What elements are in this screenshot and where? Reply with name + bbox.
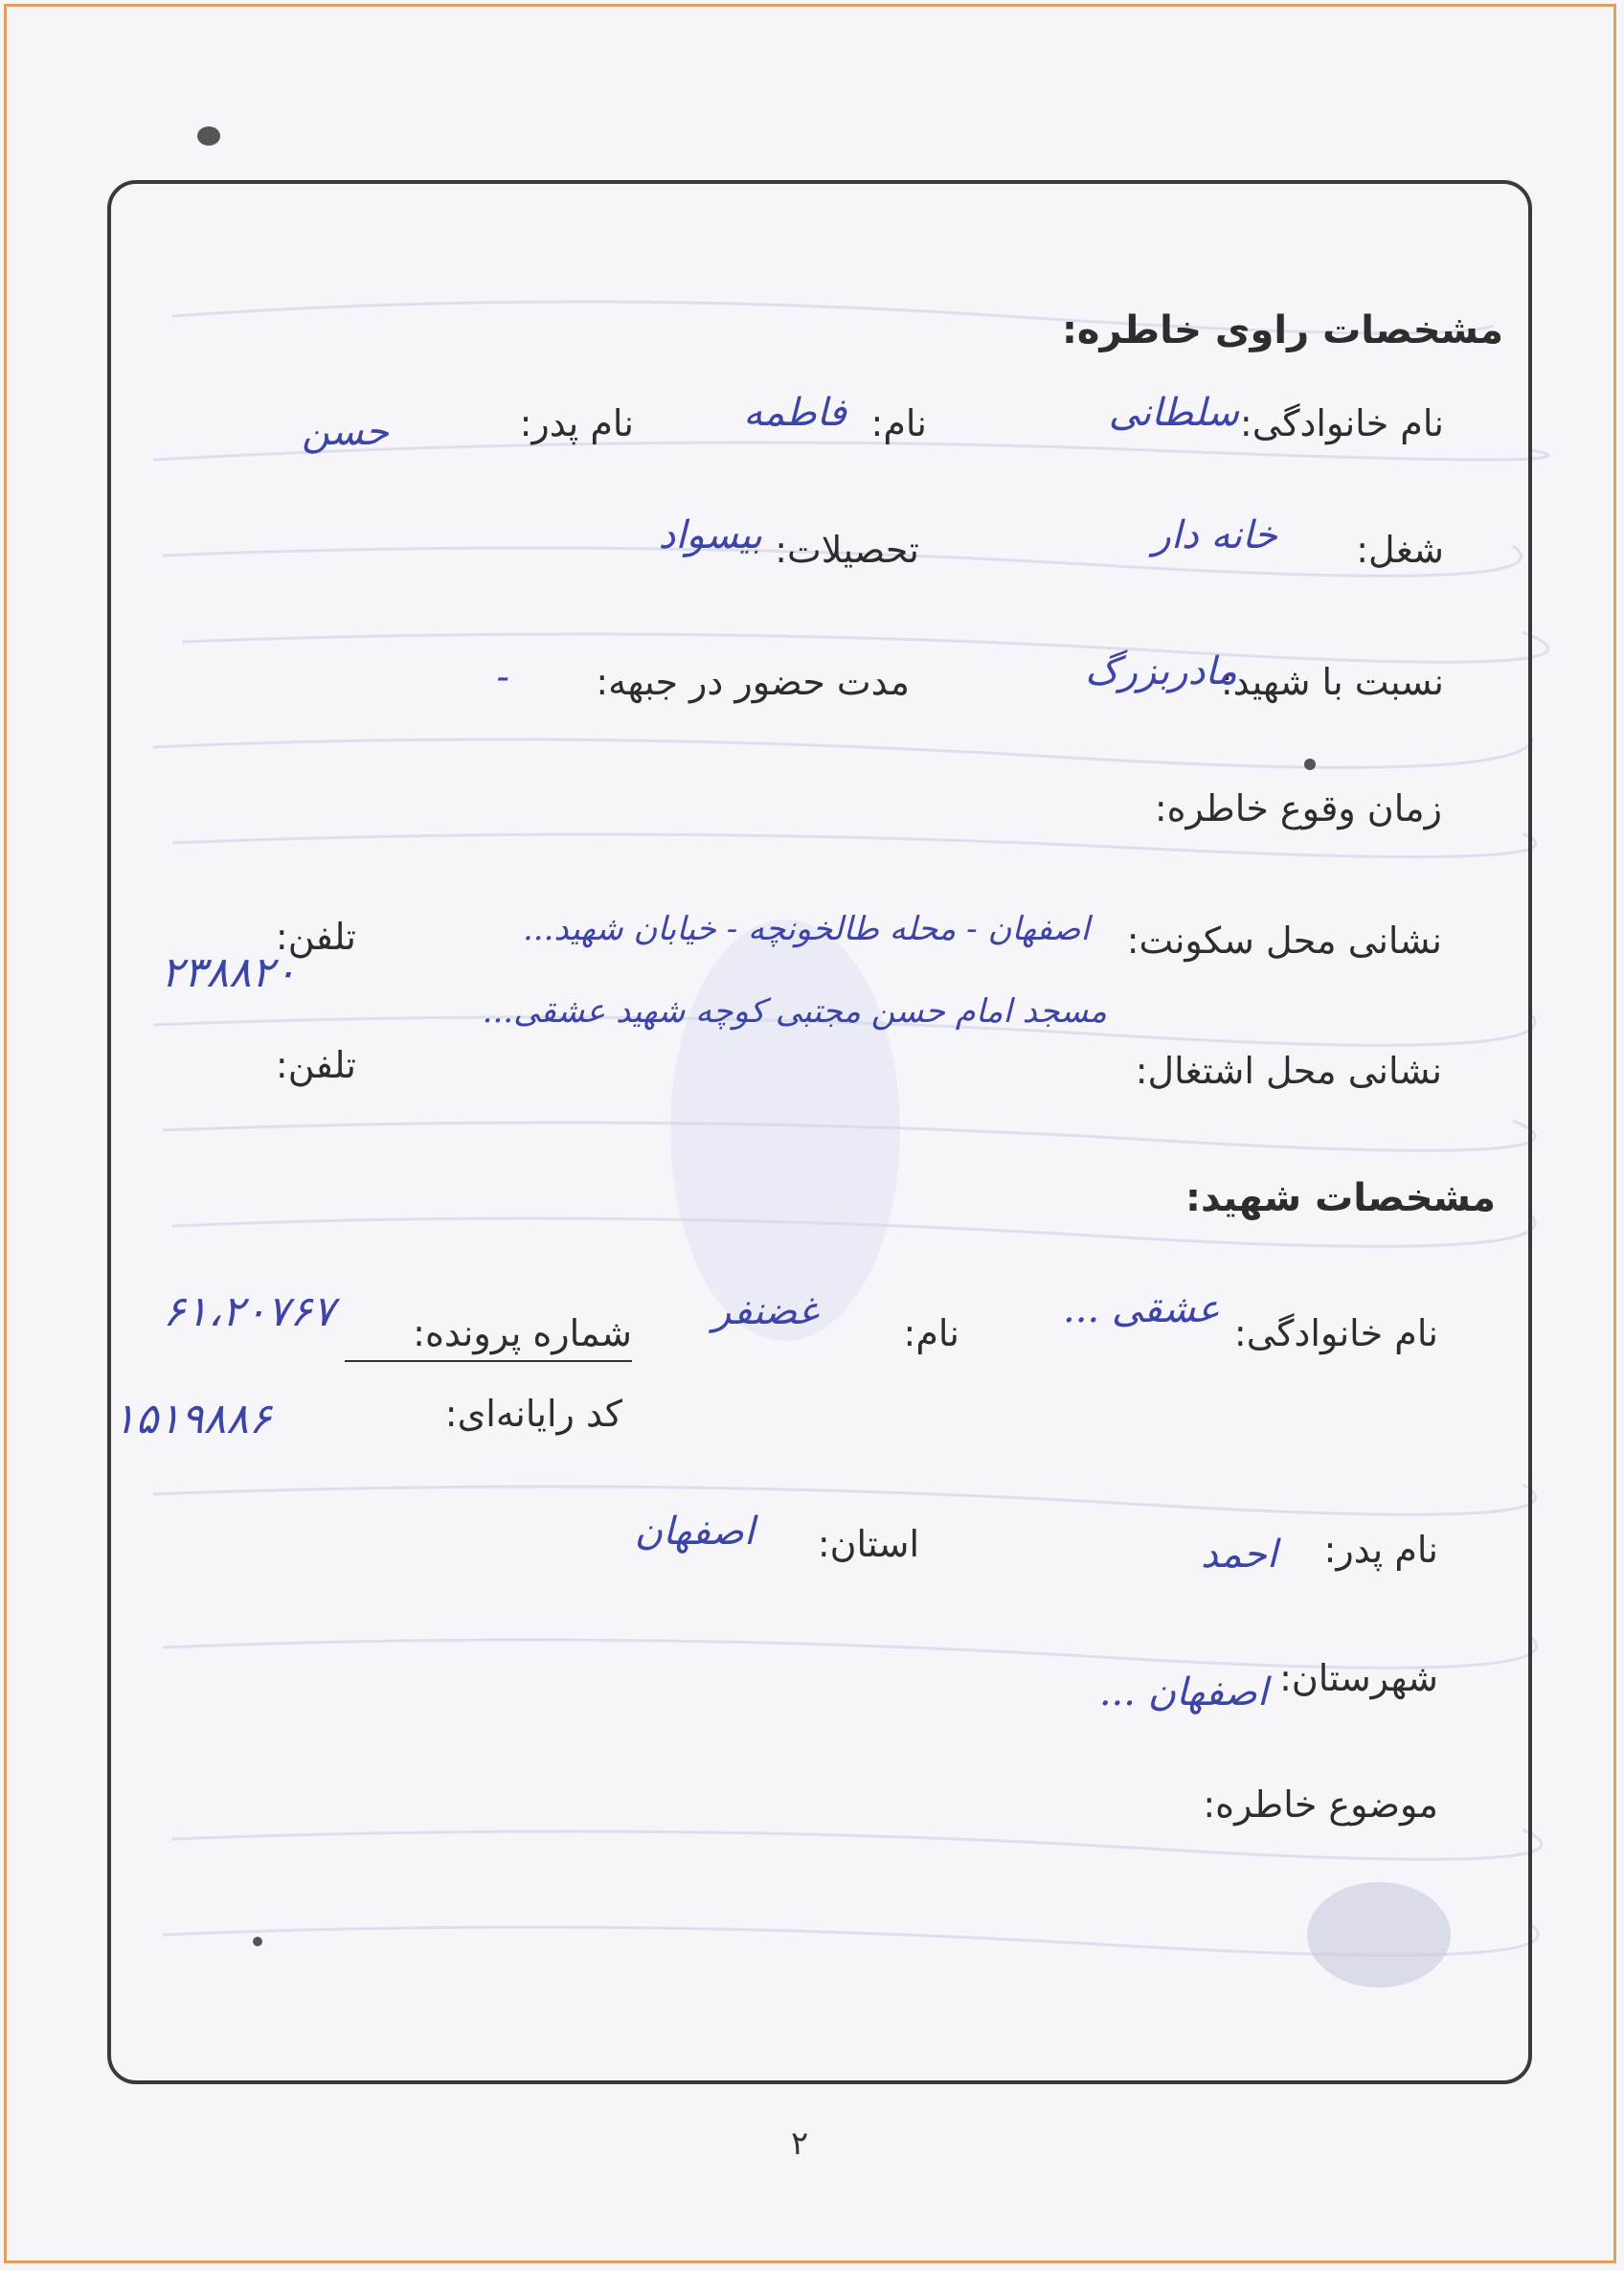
residence-phone-label: تلفن: bbox=[275, 916, 356, 958]
province-value: اصفهان bbox=[634, 1510, 755, 1554]
page-number: ۲ bbox=[791, 2124, 809, 2163]
file-number-label: شماره پرونده: bbox=[413, 1312, 632, 1354]
narrator-first-name-label: نام: bbox=[870, 402, 927, 444]
narrator-family-name-label: نام خانوادگی: bbox=[1239, 402, 1444, 444]
narrator-section-heading: مشخصات راوی خاطره: bbox=[1061, 308, 1503, 352]
occupation-label: شغل: bbox=[1356, 529, 1444, 571]
front-duration-label: مدت حضور در جبهه: bbox=[596, 661, 910, 703]
narrator-father-name-label: نام پدر: bbox=[519, 402, 634, 444]
martyr-father-name-value: احمد bbox=[1201, 1533, 1277, 1577]
martyr-first-name-label: نام: bbox=[903, 1312, 959, 1354]
computer-code-label: کد رایانه‌ای: bbox=[444, 1393, 622, 1435]
workplace-phone-label: تلفن: bbox=[275, 1044, 356, 1086]
front-duration-value: - bbox=[496, 655, 509, 699]
relation-value: مادربزرگ bbox=[1084, 649, 1237, 693]
occupation-value: خانه دار bbox=[1152, 513, 1277, 557]
martyr-first-name-value: غضنفر bbox=[712, 1289, 818, 1333]
residence-label: نشانی محل سکونت: bbox=[1126, 920, 1442, 962]
education-value: بیسواد bbox=[658, 513, 762, 557]
residence-phone-value: ۲۳۸۸۲۰ bbox=[161, 948, 297, 997]
residence-value-line1: اصفهان - محله طالخونچه - خیابان شهید... bbox=[522, 910, 1090, 948]
martyr-father-name-label: نام پدر: bbox=[1323, 1529, 1438, 1571]
narrator-father-name-value: حسن bbox=[302, 410, 389, 454]
workplace-label: نشانی محل اشتغال: bbox=[1135, 1050, 1442, 1092]
memory-time-label: زمان وقوع خاطره: bbox=[1154, 787, 1442, 829]
city-value: اصفهان ... bbox=[1098, 1670, 1268, 1715]
martyr-family-name-label: نام خانوادگی: bbox=[1233, 1312, 1438, 1354]
relation-label: نسبت با شهید: bbox=[1220, 661, 1444, 703]
narrator-family-name-value: سلطانی bbox=[1108, 391, 1239, 435]
narrator-first-name-value: فاطمه bbox=[743, 391, 846, 435]
file-number-value: ۶۱،۲۰۷۶۷ bbox=[163, 1287, 335, 1336]
martyr-section-heading: مشخصات شهید: bbox=[1184, 1176, 1496, 1220]
province-label: استان: bbox=[817, 1523, 919, 1565]
ink-speck bbox=[1304, 759, 1316, 770]
ink-speck bbox=[253, 1937, 262, 1946]
martyr-family-name-value: عشقی ... bbox=[1063, 1287, 1220, 1331]
residence-value-line2: مسجد امام حسن مجتبی کوچه شهید عشقی... bbox=[482, 992, 1107, 1031]
file-number-underline bbox=[345, 1360, 632, 1362]
education-label: تحصیلات: bbox=[775, 529, 919, 571]
computer-code-value: ۱۵۱۹۸۸۶ bbox=[113, 1395, 272, 1443]
city-label: شهرستان: bbox=[1279, 1657, 1438, 1699]
ink-speck bbox=[197, 126, 220, 146]
memory-subject-label: موضوع خاطره: bbox=[1203, 1783, 1438, 1826]
